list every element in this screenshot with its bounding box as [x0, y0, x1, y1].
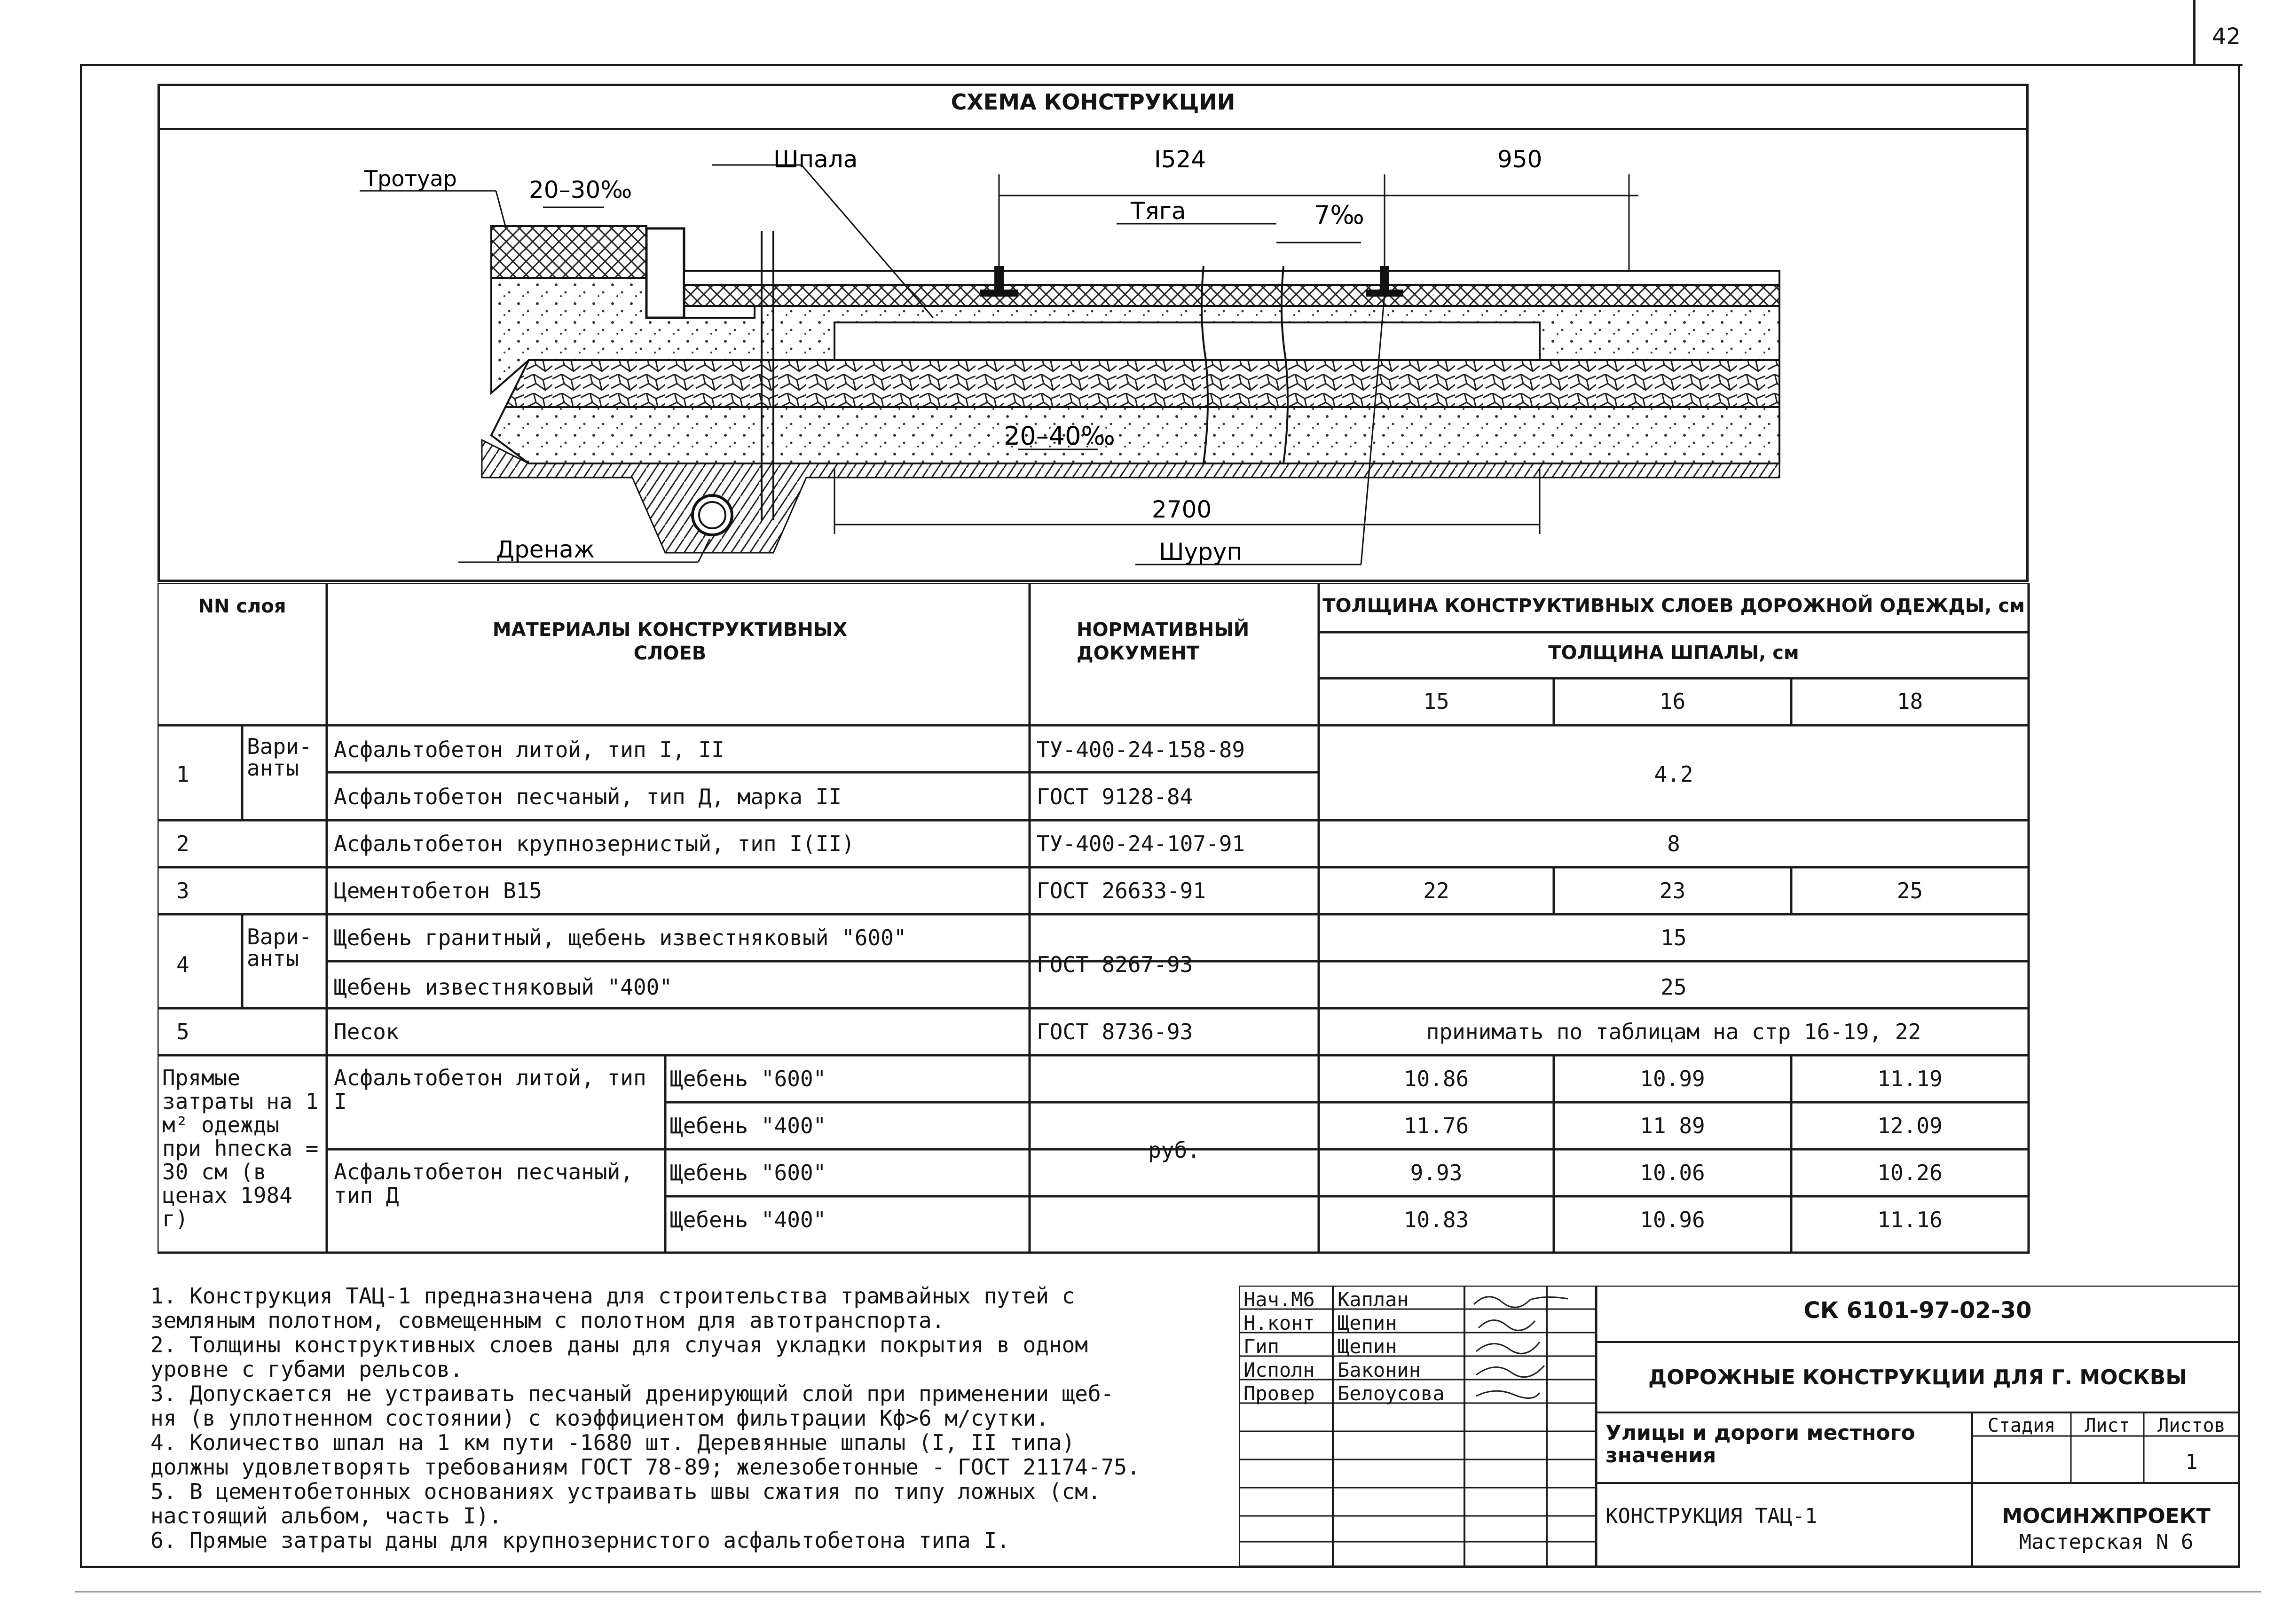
label-slope-bottom: 20–40‰: [1004, 421, 1115, 451]
note-line: 2. Толщины конструктивных слоев даны для случая укладки покрытия в одном: [150, 1332, 1088, 1357]
asphalt-coarse: [684, 285, 1779, 306]
row3-no: 3: [176, 878, 189, 903]
row4a-material: Щебень гранитный, щебень известняковый "600": [334, 925, 907, 950]
stamp-name: Баконин: [1338, 1358, 1421, 1381]
stamp-role: Провер: [1243, 1382, 1315, 1405]
row3-value-18: 25: [1897, 878, 1923, 903]
stamp-workshop: Мастерская N 6: [2019, 1530, 2194, 1554]
row4b-material: Щебень известняковый "400": [334, 974, 673, 1000]
cost-unit: руб.: [1148, 1138, 1200, 1163]
bottom-rule: [75, 1591, 2261, 1593]
row1a-doc: ТУ-400-24-158-89: [1037, 737, 1245, 762]
curb-stone: [646, 228, 684, 318]
cost-row1-v15: 10.86: [1403, 1066, 1469, 1091]
cost-row3-v18: 10.26: [1877, 1160, 1943, 1185]
row4-no: 4: [176, 952, 189, 977]
row2-no: 2: [176, 831, 189, 856]
stamp-org: МОСИНЖПРОЕКТ: [2002, 1504, 2211, 1528]
page-number-box-left: [2193, 0, 2196, 64]
row1b-doc: ГОСТ 9128-84: [1037, 784, 1193, 809]
cost-asphalt-cast: Асфальтобетон литой, тип I: [334, 1065, 646, 1114]
stamp-construction: КОНСТРУКЦИЯ ТАЦ-1: [1605, 1504, 1818, 1528]
note-line: 1. Конструкция ТАЦ-1 предназначена для строительства трамвайных путей с: [150, 1283, 1075, 1309]
header-materials: МАТЕРИАЛЫ КОНСТРУКТИВНЫХ СЛОЕВ: [492, 619, 848, 664]
note-line: 5. В цементобетонных основаниях устраивать швы сжатия по типу ложных (см.: [150, 1479, 1101, 1504]
stamp-stage-label: Стадия: [1987, 1415, 2056, 1436]
scheme-title: СХЕМА КОНСТРУКЦИИ: [951, 89, 1235, 115]
row2-material: Асфальтобетон крупнозернистый, тип I(II): [334, 831, 855, 856]
note-line: должны удовлетворять требованиям ГОСТ 78-89; железобетонные - ГОСТ 21174-75.: [150, 1454, 1140, 1480]
signature-scribbles: [1474, 1297, 1568, 1398]
row3-value-15: 22: [1423, 878, 1449, 903]
stamp-title: ДОРОЖНЫЕ КОНСТРУКЦИИ ДЛЯ Г. МОСКВЫ: [1648, 1365, 2187, 1389]
cost-row4-gravel: Щебень "400": [670, 1207, 826, 1232]
stamp-role: Гип: [1243, 1335, 1279, 1358]
cost-row4-v15: 10.83: [1403, 1207, 1469, 1232]
sand-layer: [491, 407, 1779, 463]
cost-row2-v18: 12.09: [1877, 1113, 1943, 1138]
stamp-sheet-label: Лист: [2085, 1415, 2130, 1436]
stamp-doc-code: СК 6101-97-02-30: [1803, 1297, 2032, 1324]
cost-row3-v15: 9.93: [1410, 1160, 1463, 1185]
row4-doc: ГОСТ 8267-93: [1037, 952, 1193, 977]
label-offset: 950: [1497, 146, 1542, 173]
row4b-value: 25: [1660, 974, 1687, 1000]
stamp-name: Щепин: [1338, 1311, 1397, 1334]
cost-row4-v18: 11.16: [1877, 1207, 1943, 1232]
row1b-material: Асфальтобетон песчаный, тип Д, марка II: [334, 784, 842, 809]
row1-variants: Вари- анты: [247, 734, 312, 781]
row3-value-16: 23: [1659, 878, 1686, 903]
label-drain: Дренаж: [496, 536, 595, 563]
row5-value: принимать по таблицам на стр 16-19, 22: [1426, 1019, 1921, 1044]
cost-row3-v16: 10.06: [1640, 1160, 1705, 1185]
header-sleeper-thickness: ТОЛЩИНА ШПАЛЫ, см: [1548, 642, 1799, 664]
frame-left: [80, 64, 82, 1568]
row1-no: 1: [176, 761, 189, 787]
label-slope-top: 20–30‰: [529, 176, 632, 204]
note-line: уровне с губами рельсов.: [150, 1357, 463, 1382]
cost-row4-v16: 10.96: [1640, 1207, 1705, 1232]
header-norm-doc: НОРМАТИВНЫЙ ДОКУМЕНТ: [1077, 619, 1250, 664]
stamp-role: Исполн: [1243, 1358, 1315, 1381]
frame-top: [80, 64, 2243, 66]
header-thickness-group: ТОЛЩИНА КОНСТРУКТИВНЫХ СЛОЕВ ДОРОЖНОЙ ОДЕЖДЫ, см: [1322, 595, 2025, 617]
header-col-15: 15: [1423, 689, 1449, 714]
page-number: 42: [2212, 24, 2241, 50]
cost-row1-gravel: Щебень "600": [670, 1066, 826, 1091]
stamp-role: Нач.М6: [1243, 1288, 1315, 1311]
label-screw: Шуруп: [1159, 538, 1243, 565]
cost-asphalt-sand: Асфальтобетон песчаный, тип Д: [334, 1159, 633, 1208]
label-slope-mid: 7‰: [1314, 200, 1364, 230]
row5-doc: ГОСТ 8736-93: [1037, 1019, 1193, 1044]
header-col-18: 18: [1897, 689, 1923, 714]
label-width-bottom: 2700: [1152, 496, 1212, 523]
stamp-name: Щепин: [1338, 1335, 1397, 1358]
cost-row1-v16: 10.99: [1640, 1066, 1705, 1091]
sleeper: [834, 322, 1540, 360]
row3-doc: ГОСТ 26633-91: [1037, 878, 1206, 903]
cost-row2-v15: 11.76: [1403, 1113, 1469, 1138]
cost-row2-gravel: Щебень "400": [670, 1113, 826, 1138]
note-line: ня (в уплотненном состоянии) с коэффициентом фильтрации Кф>6 м/сутки.: [150, 1405, 1049, 1431]
header-col-16: 16: [1659, 689, 1686, 714]
row3-material: Цементобетон В15: [334, 878, 543, 903]
row2-doc: ТУ-400-24-107-91: [1037, 831, 1245, 856]
stamp-name: Белоусова: [1338, 1382, 1445, 1405]
row2-value: 8: [1667, 831, 1680, 856]
note-line: земляным полотном, совмещенным с полотном для автотранспорта.: [150, 1308, 945, 1333]
construction-scheme-drawing: [157, 130, 2029, 581]
note-line: 6. Прямые затраты даны для крупнозернистого асфальтобетона типа I.: [150, 1528, 1010, 1553]
cost-row3-gravel: Щебень "600": [670, 1160, 826, 1185]
stamp-name: Каплан: [1338, 1288, 1409, 1311]
header-layer-no: NN слоя: [198, 596, 286, 617]
stamp-sheets-value: 1: [2185, 1450, 2198, 1474]
asphalt-top: [684, 271, 1779, 285]
label-gauge: I524: [1154, 146, 1206, 173]
row4a-value: 15: [1660, 925, 1687, 950]
row1a-material: Асфальтобетон литой, тип I, II: [334, 737, 724, 762]
note-line: 3. Допускается не устраивать песчаный дренирующий слой при применении щеб-: [150, 1381, 1114, 1406]
stamp-role: Н.конт: [1243, 1311, 1315, 1334]
label-sleeper: Шпала: [773, 146, 858, 173]
sidewalk-top-layer: [491, 226, 646, 278]
row1-value: 4.2: [1654, 761, 1693, 787]
row5-material: Песок: [334, 1019, 399, 1044]
row5-no: 5: [176, 1019, 189, 1044]
note-line: 4. Количество шпал на 1 км пути -1680 шт. Деревянные шпалы (I, II типа): [150, 1430, 1075, 1455]
note-line: настоящий альбом, часть I).: [150, 1503, 502, 1529]
label-sidewalk: Тротуар: [364, 166, 457, 191]
cost-label: Прямые затраты на 1 м² одежды при hпеска = 30 см (в ценах 1984 г): [162, 1065, 319, 1232]
stamp-subtitle: Улицы и дороги местного значения: [1605, 1421, 1915, 1467]
stamp-sheets-label: Листов: [2157, 1415, 2226, 1436]
row4-variants: Вари- анты: [247, 924, 312, 971]
cost-row2-v16: 11 89: [1640, 1113, 1705, 1138]
crushed-stone-layer: [505, 360, 1779, 407]
cost-row1-v18: 11.19: [1877, 1066, 1943, 1091]
label-tie-rod: Тяга: [1131, 197, 1186, 225]
